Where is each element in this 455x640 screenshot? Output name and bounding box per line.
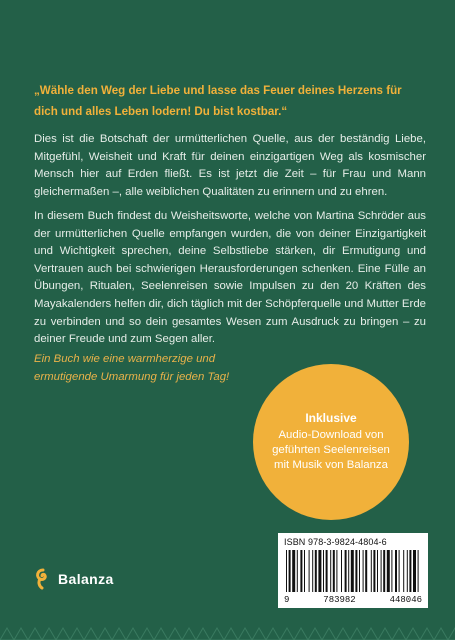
barcode-bar (399, 550, 400, 592)
border-triangle (406, 628, 420, 640)
border-triangle (210, 628, 224, 640)
border-triangle (308, 628, 322, 640)
border-triangle (28, 628, 42, 640)
barcode-bar (359, 550, 360, 592)
border-triangle (294, 628, 308, 640)
barcode-bar (383, 550, 385, 592)
cover-quote: „Wähle den Weg der Liebe und lasse das Feuer deines Herzens für dich und alles Leben lodern! Du bist kostbar.“ (34, 84, 402, 118)
border-triangle (350, 628, 364, 640)
barcode-bars (284, 550, 422, 592)
barcode-bar (341, 550, 342, 592)
barcode-bar (387, 550, 390, 592)
border-triangle (0, 628, 14, 640)
barcode-bar (326, 550, 328, 592)
barcode-bar (371, 550, 372, 592)
ean-digit-right: 448046 (389, 595, 422, 605)
barcode-bar (365, 550, 367, 592)
barcode-bar (355, 550, 357, 592)
barcode-bar (318, 550, 321, 592)
border-triangle (14, 628, 28, 640)
barcode-bar (304, 550, 305, 592)
barcode-bar (403, 550, 404, 592)
barcode-bar (309, 550, 310, 592)
border-triangle (126, 628, 140, 640)
ean-digit-left: 783982 (323, 595, 356, 605)
border-triangle (378, 628, 392, 640)
border-triangle (154, 628, 168, 640)
border-triangle (84, 628, 98, 640)
border-triangle (420, 628, 434, 640)
barcode-bar (312, 550, 313, 592)
barcode-bar (363, 550, 364, 592)
barcode-bar (413, 550, 416, 592)
orange-swirl-icon (34, 568, 52, 590)
isbn-barcode (278, 533, 428, 608)
badge-text: Audio-Download von geführten Seelenreisen mit Musik von Balanza (272, 429, 390, 471)
publisher-name: Balanza (58, 571, 114, 587)
blurb-paragraph-2: In diesem Buch findest du Weisheitsworte, welche von Martina Schröder aus der urmütterlichen Quelle empfangen wurden, die von deiner Einzigartigkeit und Wichtigkeit sprechen, deine Selbstliebe stärken, dir Ermutigung und Vertrauen auch bei schwierigen Herausforderungen schenken. Eine Fülle an Übungen, Ritualen, Seelenreisen sowie Impulsen zu den 20 Kräften des Mayakalenders helfen dir, dich täglich mit der Schöpferquelle und Mutter Erde zu verbinden und so dein gesamtes Wesen zum Ausdruck zu bringen – zu deiner Freude und zum Segen aller. (34, 210, 426, 346)
border-triangle (182, 628, 196, 640)
barcode-bar (345, 550, 347, 592)
barcode-bar (336, 550, 337, 592)
barcode-bar (315, 550, 317, 592)
border-triangle (322, 628, 336, 640)
border-triangle (364, 628, 378, 640)
barcode-bar (289, 550, 291, 592)
border-triangle (252, 628, 266, 640)
barcode-bar (407, 550, 408, 592)
border-triangle (392, 628, 406, 640)
border-triangle (70, 628, 84, 640)
border-triangle (168, 628, 182, 640)
bonus-badge (253, 364, 409, 520)
barcode-bar (381, 550, 382, 592)
barcode-bar (300, 550, 302, 592)
border-triangle (434, 628, 448, 640)
border-triangle (42, 628, 56, 640)
barcode-bar (377, 550, 378, 592)
border-triangle (224, 628, 238, 640)
border-triangle (280, 628, 294, 640)
ean-digit-prefix: 9 (284, 595, 290, 605)
barcode-bar (286, 550, 287, 592)
border-triangle (238, 628, 252, 640)
barcode-bar (351, 550, 354, 592)
border-triangle (56, 628, 70, 640)
barcode-bar (330, 550, 331, 592)
border-triangle (266, 628, 280, 640)
border-triangle (336, 628, 350, 640)
border-triangle (112, 628, 126, 640)
barcode-bar (395, 550, 397, 592)
border-triangle (196, 628, 210, 640)
barcode-bar (333, 550, 335, 592)
barcode-bar (391, 550, 392, 592)
barcode-bar (297, 550, 298, 592)
barcode-bar (292, 550, 295, 592)
barcode-bar (323, 550, 324, 592)
barcode-bar (373, 550, 375, 592)
barcode-bar (348, 550, 349, 592)
border-triangle (140, 628, 154, 640)
barcode-bar (409, 550, 411, 592)
border-triangle (448, 628, 455, 640)
isbn-label: ISBN 978-3-9824-4804-6 (284, 537, 387, 547)
border-triangle (98, 628, 112, 640)
blurb-paragraph-1: Dies ist die Botschaft der urmütterlichen Quelle, aus der beständig Liebe, Mitgefühl, Weisheit und Kraft für deinen einzigartigen Weg als kosmischer Mensch hier auf Erden fließt. Es ist jetzt die Zeit – für Frau und Mann gleichermaßen –, alle weiblichen Qualitäten zu erinnern und zu ehren. (34, 133, 426, 198)
tagline: Ein Buch wie eine warmherzige und ermutigende Umarmung für jeden Tag! (34, 353, 230, 383)
ean-digits (284, 595, 422, 605)
barcode-bar (418, 550, 419, 592)
decorative-border (0, 618, 455, 640)
publisher-logo (34, 568, 114, 590)
badge-headline: Inklusive (305, 411, 357, 425)
